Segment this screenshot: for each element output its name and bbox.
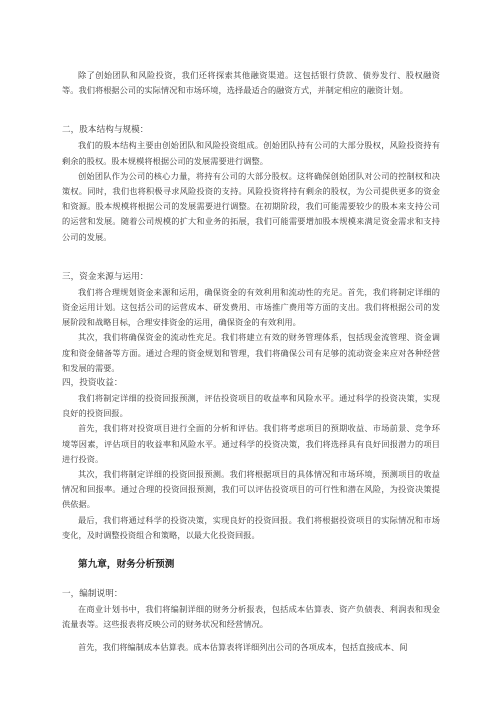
spacer bbox=[62, 98, 440, 123]
section-heading-investment-returns: 四，投资收益： bbox=[62, 378, 123, 389]
paragraph-founding-team-equity: 创始团队作为公司的核心力量，将持有公司的大部分股权。这将确保创始团队对公司的控制权和决策权。同时，我们也将积极寻求风险投资的支持。风险投资将持有剩余的股权，为公司提供更多的资金和资源。股本规模将根据公司的发展需要进行调整。在初期阶段，我们可能需要较少的股本来支持公司的运营和发展。随着公司规模的扩大和业务的拓展，我们可能需要增加股本规模来满足资金需求和支持公司的发展。 bbox=[62, 170, 440, 242]
section-heading-funding-sources: 三，资金来源与运用： bbox=[62, 271, 149, 282]
spacer bbox=[62, 245, 440, 270]
section-heading-equity-structure: 二，股本结构与规模： bbox=[62, 125, 149, 136]
paragraph-fund-planning: 我们将合理规划资金来源和运用，确保资金的有效利用和流动性的充足。首先，我们将制定详细的资金运用计划。这包括公司的运营成本、研发费用、市场推广费用等方面的支出。我们将根据公司的发展阶段和战略目标，合理安排资金的运用，确保资金的有效利用。 bbox=[62, 286, 440, 328]
paragraph-financial-statements: 在商业计划书中，我们将编制详细的财务分析报表，包括成本估算表、资产负债表、利润表和现金流量表等。这些报表将反映公司的财务状况和经营情况。 bbox=[62, 604, 440, 630]
document-body bbox=[62, 68, 440, 656]
spacer bbox=[62, 632, 440, 640]
paragraph-project-evaluation: 首先，我们将对投资项目进行全面的分析和评估。我们将考虑项目的预期收益、市场前景、竞争环境等因素，评估项目的收益率和风险水平。通过科学的投资决策，我们将选择具有良好回报潜力的项目进行投资。 bbox=[62, 423, 440, 464]
paragraph-equity-composition: 我们的股本结构主要由创始团队和风险投资组成。创始团队持有公司的大部分股权，风险投资持有剩余的股权。股本规模将根据公司的发展需要进行调整。 bbox=[62, 140, 440, 166]
section-heading-preparation-notes: 一，编制说明： bbox=[62, 589, 123, 600]
paragraph-return-prediction: 其次，我们将制定详细的投资回报预测。我们将根据项目的具体情况和市场环境，预测项目的收益情况和回报率。通过合理的投资回报预测，我们可以评估投资项目的可行性和潜在风险，为投资决策提供依据。 bbox=[62, 469, 440, 510]
spacer bbox=[62, 543, 440, 557]
paragraph-return-forecast: 我们将制定详细的投资回报预测，评估投资项目的收益率和风险水平。通过科学的投资决策，实现良好的投资回报。 bbox=[62, 393, 440, 419]
paragraph-financing-channels: 除了创始团队和风险投资，我们还将探索其他融资渠道。这包括银行贷款、债券发行、股权融资等。我们将根据公司的实际情况和市场环境，选择最适合的融资方式，并制定相应的融资计划。 bbox=[62, 70, 440, 96]
paragraph-investment-decision: 最后，我们将通过科学的投资决策，实现良好的投资回报。我们将根据投资项目的实际情况和市场变化，及时调整投资组合和策略，以最大化投资回报。 bbox=[62, 514, 440, 540]
paragraph-cost-estimate: 首先，我们将编制成本估算表。成本估算表将详细列出公司的各项成本，包括直接成本、间 bbox=[78, 642, 408, 653]
spacer bbox=[62, 573, 440, 587]
paragraph-liquidity: 其次，我们将确保资金的流动性充足。我们将建立有效的财务管理体系，包括现金流管理、资金调度和资金储备等方面。通过合理的资金规划和管理，我们将确保公司有足够的流动资金来应对各种经营和发展的需要。 bbox=[62, 332, 440, 373]
chapter-title: 第九章，财务分析预测 bbox=[78, 559, 175, 571]
